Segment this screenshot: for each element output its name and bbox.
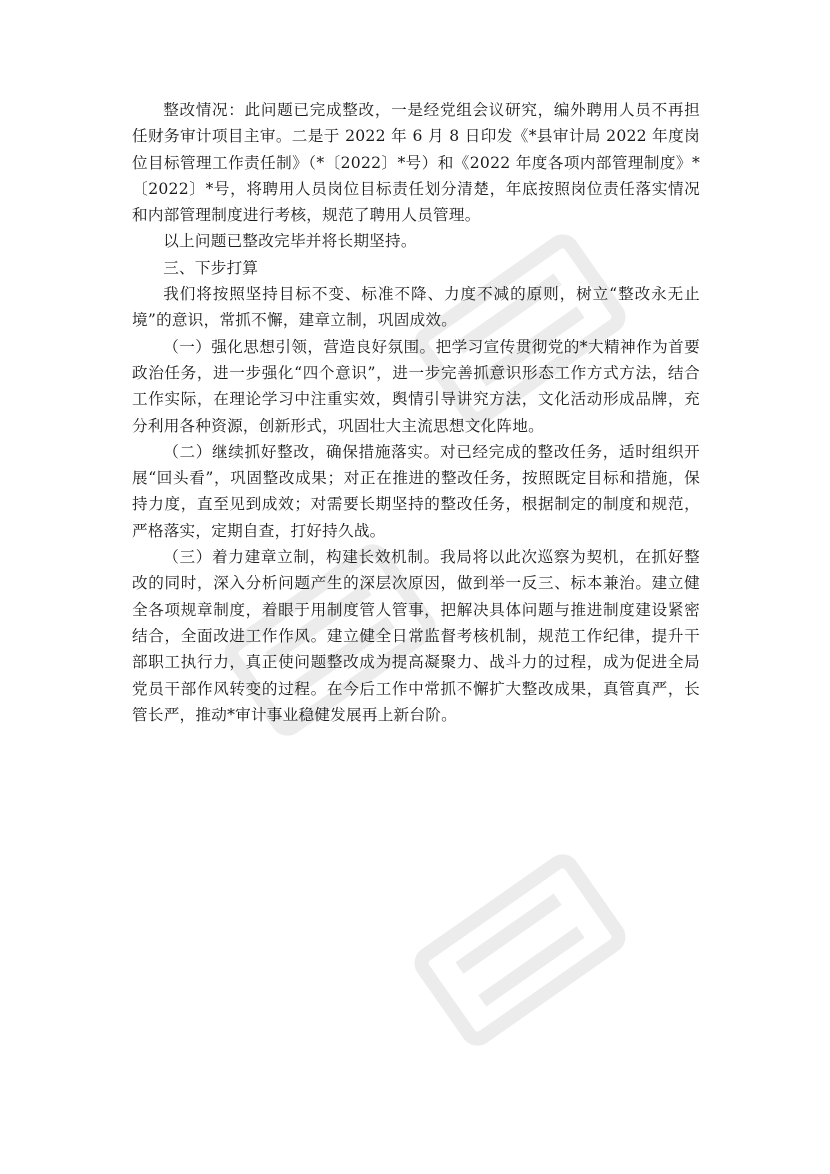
paragraph-item-1: （一）强化思想引领，营造良好氛围。把学习宣传贯彻党的*大精神作为首要政治任务，进一步强化“四个意识”，进一步完善抓意识形态工作方式方法，结合工作实际，在理论学习中注重实效，舆情引导讲究方法，文化活动形成品牌，充分利用各种资源，创新形式，巩固壮大主流思想文化阵地。 — [132, 337, 700, 435]
paragraph-completion-note: 以上问题已整改完毕并将长期坚持。 — [163, 232, 417, 251]
paragraph-item-3: （三）着力建章立制，构建长效机制。我局将以此次巡察为契机，在抓好整改的同时，深入分析问题产生的深层次原因，做到举一反三、标本兼治。建立健全各项规章制度，着眼于用制度管人管事，把解决具体问题与推进制度建设紧密结合，全面改进工作作风。建立健全日常监督考核机制，规范工作纪律，提升干部职工执行力，真正使问题整改成为提高凝聚力、战斗力的过程，成为促进全局党员干部作风转变的过程。在今后工作中常抓不懈扩大整改成果，真管真严，长管长严，推动*审计事业稳健发展再上新台阶。 — [132, 548, 700, 724]
paragraph-item-2: （二）继续抓好整改，确保措施落实。对已经完成的整改任务，适时组织开展“回头看”，巩固整改成果；对正在推进的整改任务，按照既定目标和措施，保持力度，直至见到成效；对需要长期坚持的整改任务，根据制定的制度和规范，严格落实，定期自查，打好持久战。 — [132, 442, 700, 540]
section-heading-next-steps: 三、下步打算 — [163, 258, 259, 277]
paragraph-next-steps-intro: 我们将按照坚持目标不变、标准不降、力度不减的原则，树立“整改永无止境”的意识，常抓不懈，建章立制，巩固成效。 — [132, 285, 700, 330]
paragraph-rectification-status: 整改情况：此问题已完成整改，一是经党组会议研究，编外聘用人员不再担任财务审计项目主审。二是于 2022 年 6 月 8 日印发《*县审计局 2022 年度岗位目标管理工作责任制》（*〔2022〕*号）和《2022 年度各项内部管理制度》*〔2022〕*号，将聘用人员岗位目标责任划分清楚，年底按照岗位责任落实情况和内部管理制度进行考核，规范了聘用人员管理。 — [132, 101, 700, 225]
document-body — [132, 97, 700, 728]
